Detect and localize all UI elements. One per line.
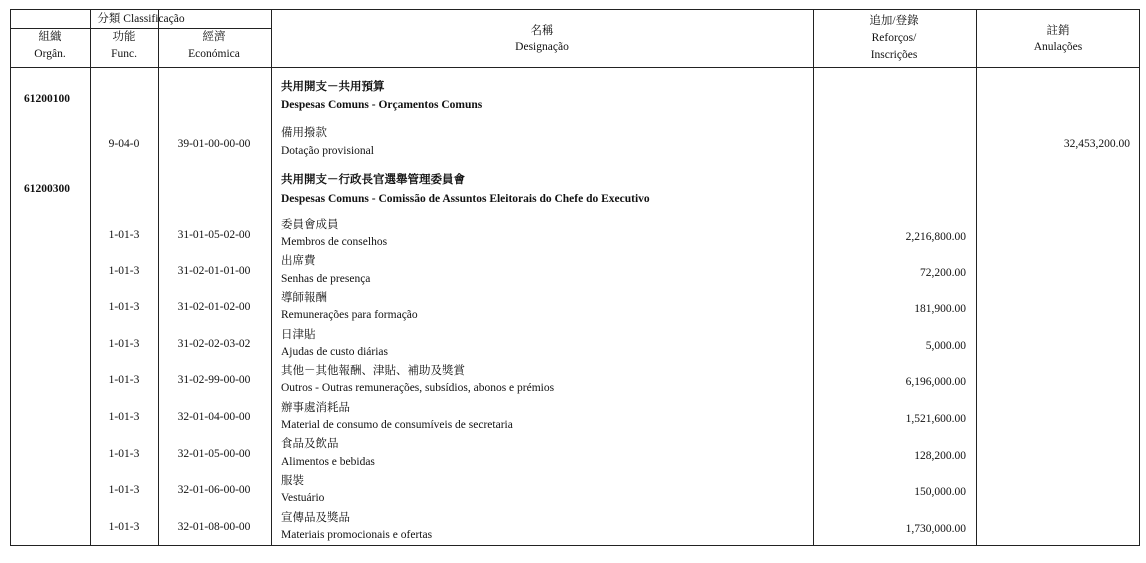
item-name-zh: 出席費: [281, 255, 316, 267]
item-name-zh: 服裝: [281, 475, 304, 487]
func-code: 1-01-3: [108, 301, 140, 313]
item-name-pt: Vestuário: [281, 492, 325, 504]
organ-code: 61200300: [24, 183, 70, 195]
reinforcement-amount: 128,200.00: [914, 450, 966, 462]
group-title-zh: 共用開支－共用預算: [281, 81, 385, 93]
item-name-pt: Dotação provisional: [281, 145, 374, 157]
func-code: 1-01-3: [108, 265, 140, 277]
econ-code: 31-01-05-02-00: [177, 229, 251, 241]
func-code: 1-01-3: [108, 411, 140, 423]
econ-code: 31-02-99-00-00: [177, 374, 251, 386]
item-name-pt: Material de consumo de consumíveis de secretaria: [281, 419, 513, 431]
reinforcement-amount: 72,200.00: [920, 267, 966, 279]
item-name-zh: 導師報酬: [281, 292, 327, 304]
reinforcements-header-pt2: Inscrições: [870, 49, 918, 61]
item-name-pt: Senhas de presença: [281, 273, 371, 285]
reinforcements-header-pt1: Reforços/: [871, 32, 917, 44]
cancellations-header-pt: Anulações: [1033, 41, 1083, 53]
column-divider: [271, 10, 272, 545]
organ-code: 61200100: [24, 93, 70, 105]
reinforcements-header-zh: 追加/登錄: [869, 15, 919, 27]
item-name-zh: 日津貼: [281, 329, 316, 341]
econ-header-pt: Económica: [188, 48, 240, 60]
designation-header-zh: 名稱: [530, 25, 554, 37]
item-name-zh: 食品及飲品: [281, 438, 339, 450]
func-code: 1-01-3: [108, 448, 140, 460]
item-name-pt: Membros de conselhos: [281, 236, 388, 248]
econ-code: 31-02-01-02-00: [177, 301, 251, 313]
header-divider: [11, 28, 271, 29]
organ-header-zh: 組織: [38, 31, 62, 43]
designation-header-pt: Designação: [515, 41, 569, 53]
item-name-pt: Remunerações para formação: [281, 309, 418, 321]
func-code: 1-01-3: [108, 521, 140, 533]
column-divider: [976, 10, 977, 545]
column-divider: [813, 10, 814, 545]
econ-code: 32-01-04-00-00: [177, 411, 251, 423]
econ-code: 32-01-08-00-00: [177, 521, 251, 533]
func-code: 1-01-3: [108, 338, 140, 350]
item-name-pt: Materiais promocionais e ofertas: [281, 529, 433, 541]
reinforcement-amount: 1,730,000.00: [905, 523, 966, 535]
budget-table: [10, 9, 1140, 546]
item-name-zh: 宣傳品及獎品: [281, 512, 350, 524]
reinforcement-amount: 1,521,600.00: [905, 413, 966, 425]
group-title-pt: Despesas Comuns - Comissão de Assuntos Eleitorais do Chefe do Executivo: [281, 193, 650, 205]
item-name-zh: 其他－其他報酬、津貼、補助及獎賞: [281, 365, 465, 377]
econ-code: 31-02-02-03-02: [177, 338, 251, 350]
reinforcement-amount: 181,900.00: [914, 303, 966, 315]
reinforcement-amount: 5,000.00: [925, 340, 966, 352]
func-code: 9-04-0: [108, 138, 140, 150]
reinforcement-amount: 2,216,800.00: [905, 231, 966, 243]
func-header-zh: 功能: [112, 31, 136, 43]
header-bottom-line: [11, 67, 1139, 68]
item-name-zh: 委員會成員: [281, 219, 339, 231]
reinforcement-amount: 150,000.00: [914, 486, 966, 498]
econ-code: 32-01-06-00-00: [177, 484, 251, 496]
item-name-pt: Ajudas de custo diárias: [281, 346, 388, 358]
item-name-pt: Outros - Outras remunerações, subsídios, abonos e prémios: [281, 382, 555, 394]
item-name-zh: 辦事處消耗品: [281, 402, 350, 414]
func-code: 1-01-3: [108, 484, 140, 496]
econ-code: 31-02-01-01-00: [177, 265, 251, 277]
item-name-zh: 備用撥款: [281, 127, 327, 139]
column-divider: [158, 10, 159, 545]
group-title-pt: Despesas Comuns - Orçamentos Comuns: [281, 99, 483, 111]
econ-code: 32-01-05-00-00: [177, 448, 251, 460]
organ-header-pt: Orgân.: [34, 48, 66, 60]
item-name-pt: Alimentos e bebidas: [281, 456, 375, 468]
cancellation-amount: 32,453,200.00: [1063, 138, 1130, 150]
func-header-pt: Func.: [111, 48, 137, 60]
classification-header: 分類 Classificação: [97, 13, 185, 25]
reinforcement-amount: 6,196,000.00: [905, 376, 966, 388]
group-title-zh: 共用開支－行政長官選舉管理委員會: [281, 174, 465, 186]
econ-code: 39-01-00-00-00: [177, 138, 251, 150]
econ-header-zh: 經濟: [202, 31, 226, 43]
func-code: 1-01-3: [108, 229, 140, 241]
column-divider: [90, 10, 91, 545]
func-code: 1-01-3: [108, 374, 140, 386]
cancellations-header-zh: 註銷: [1046, 25, 1070, 37]
